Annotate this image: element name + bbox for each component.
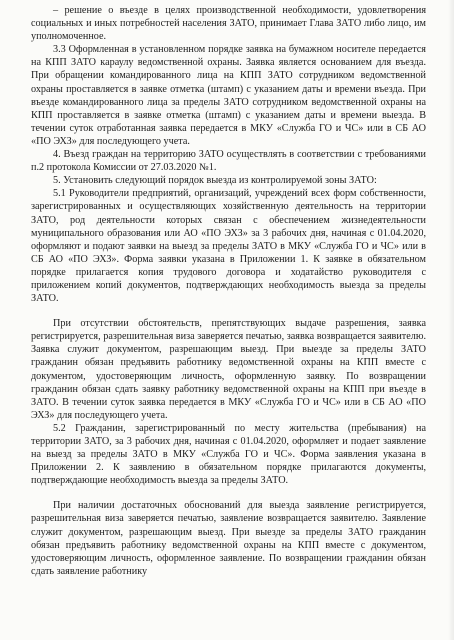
- scan-edge-shadow: [448, 0, 454, 640]
- paragraph-5-2: 5.2 Гражданин, зарегистрированный по месту жительства (пребывания) на территории ЗАТО, за 3 рабочих дня, начиная с 01.04.2020, оформляет и подает заявление на выезд за пределы ЗАТО в МКУ «Служба ГО и ЧС». Форма заявления указана в Приложении 2. К заявлению в обязательном порядке прилагаются документы, подтверждающие необходимость выезда за пределы ЗАТО.: [31, 422, 426, 487]
- paragraph-gap: [31, 487, 426, 499]
- paragraph-exit-application: При наличии достаточных обоснований для выезда заявление регистрируется, разрешительная виза заверяется печатью, заявление возвращается заявителю. Заявление служит документом, разрешающим выезд. При выезде за пределы ЗАТО гражданин обязан предъявить работнику ведомственной охраны на КПП вместе с документом, удостоверяющим личность, оформленное заявление. По возвращении гражданин обязан сдать заявление работнику: [31, 500, 426, 577]
- paragraph-5: 5. Установить следующий порядок выезда из контролируемой зоны ЗАТО:: [53, 175, 377, 187]
- paragraph-5-1: 5.1 Руководители предприятий, организаций, учреждений всех форм собственности, зарегистрированных и осуществляющих хозяйственную деятельность на территории ЗАТО, род деятельности которых связан с обеспечением жизнедеятельности муниципального образования или АО «ПО ЭХЗ» за 3 рабочих дня, начиная с 01.04.2020, оформляют и подают заявки на выезд за пределы ЗАТО в МКУ «Служба ГО и ЧС» или в СБ АО «ПО ЭХЗ». Форма заявки указана в Приложении 1. К заявке в обязательном порядке прилагается копия трудового договора и ходатайство руководителя с приложением копий документов, подтверждающих необходимость выезда за пределы ЗАТО.: [31, 188, 426, 305]
- paragraph-decision-entry: – решение о въезде в целях производственной необходимости, удовлетворения социальных и иных потребностей населения ЗАТО, принимает Глава ЗАТО либо лицо, им уполномоченное.: [31, 5, 426, 43]
- paragraph-gap: [31, 305, 426, 317]
- paragraph-3-3: 3.3 Оформленная в установленном порядке заявка на бумажном носителе передается на КПП ЗАТО караулу ведомственной охраны. Заявка является основанием для въезда. При обращении командированного лица на КПП ЗАТО сотрудником ведомственной охраны проставляется в заявке отметка (штамп) с указанием даты и времени въезда. При въезде командированного лица за пределы ЗАТО сотрудником ведомственной охраны на КПП проставляется в заявке отметка (штамп) с указанием даты и времени выезда. В течении суток отработанная заявка передается в МКУ «Служба ГО и ЧС» или в СБ АО «ПО ЭХЗ» для последующего учета.: [31, 44, 426, 147]
- paragraph-exit-permit: При отсутствии обстоятельств, препятствующих выдаче разрешения, заявка регистрируется, разрешительная виза заверяется печатью, заявка возвращается заявителю. Заявка служит документом, разрешающим выезд. При выезде за пределы ЗАТО гражданин обязан предъявить работнику ведомственной охраны на КПП вместе с документом, удостоверяющим личность, оформленную заявку. По возвращении гражданин обязан сдать заявку работнику ведомственной охраны на КПП при въезде в ЗАТО. В течении суток заявка передается в МКУ «Служба ГО и ЧС» или в СБ АО «ПО ЭХЗ» для последующего учета.: [31, 318, 426, 421]
- paragraph-4: 4. Въезд граждан на территорию ЗАТО осуществлять в соответствии с требованиями п.2 протокола Комиссии от 27.03.2020 №1.: [31, 149, 426, 174]
